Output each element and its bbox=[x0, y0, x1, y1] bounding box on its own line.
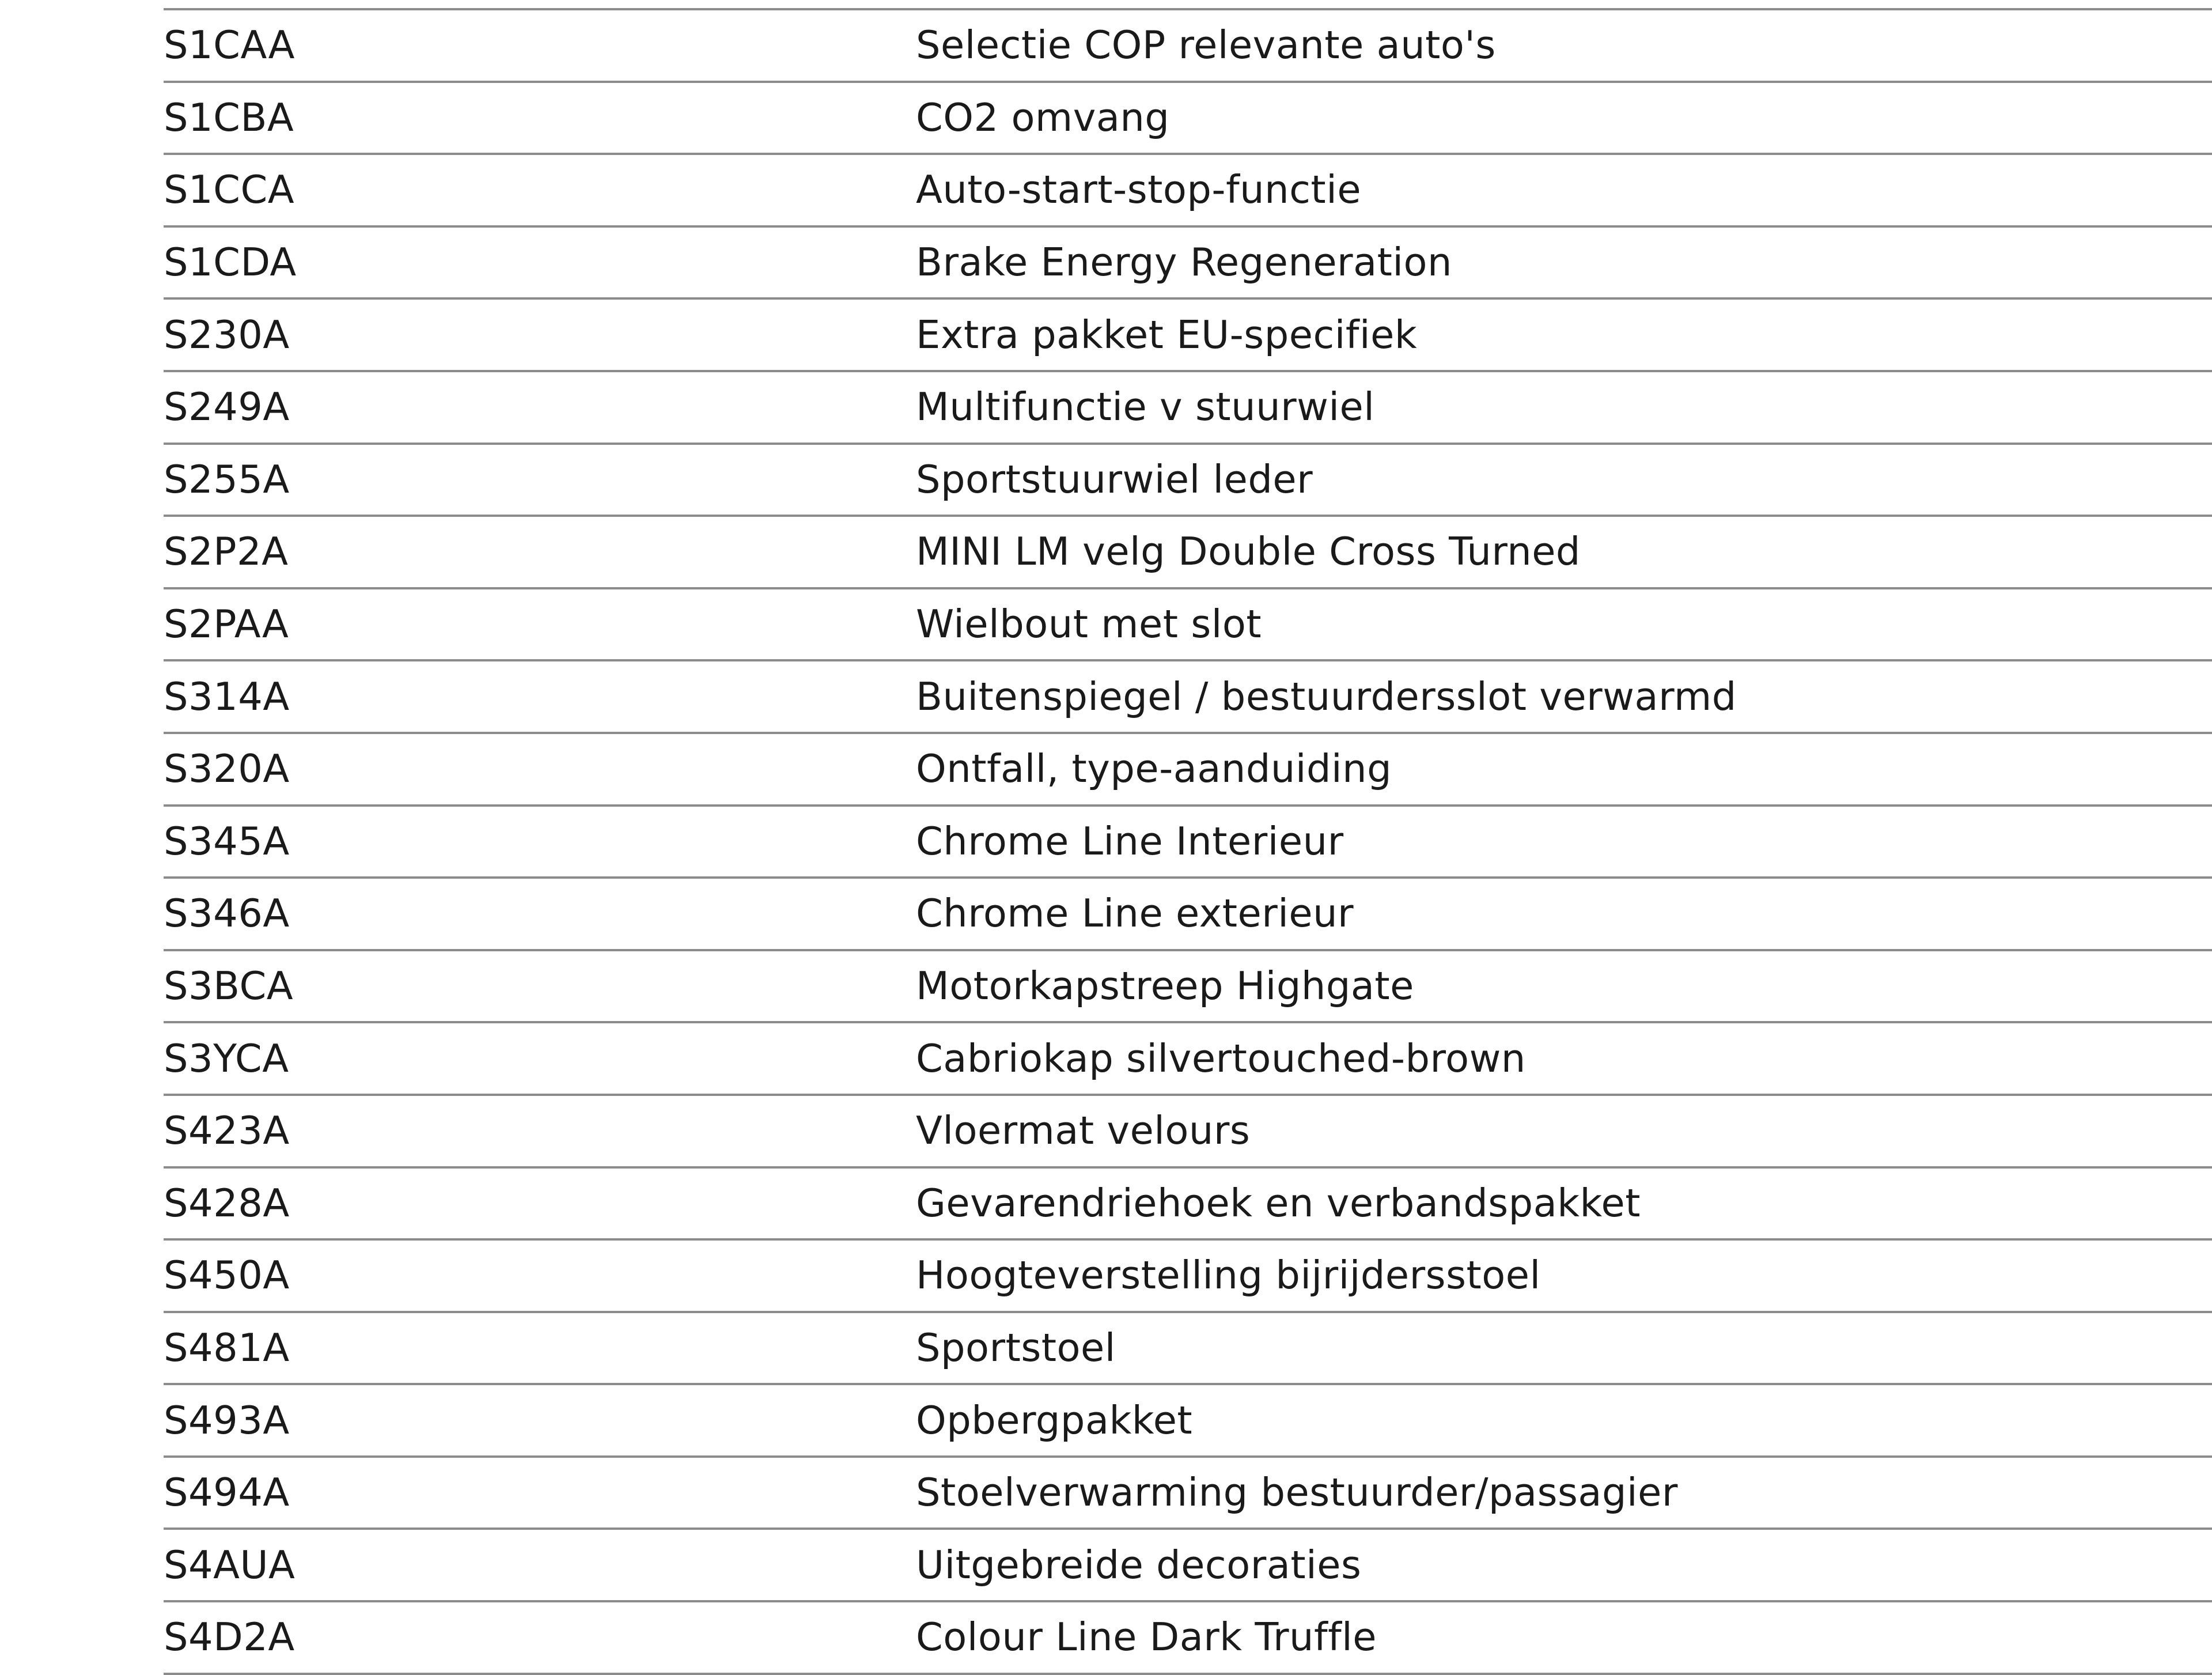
table-row bbox=[164, 155, 2212, 228]
table-row bbox=[164, 1385, 2212, 1458]
option-code: S493A bbox=[164, 1397, 290, 1443]
option-description: Uitgebreide decoraties bbox=[916, 1542, 1362, 1587]
table-row bbox=[164, 1530, 2212, 1602]
option-code: S1CBA bbox=[164, 94, 294, 140]
table-row bbox=[164, 10, 2212, 83]
option-description: Sportstoel bbox=[916, 1325, 1116, 1370]
options-table bbox=[164, 8, 2212, 1675]
option-code: S4D2A bbox=[164, 1614, 295, 1660]
option-description: Motorkapstreep Highgate bbox=[916, 963, 1414, 1009]
option-code: S2PAA bbox=[164, 602, 289, 647]
option-description: Auto-start-stop-functie bbox=[916, 167, 1362, 213]
table-row bbox=[164, 1602, 2212, 1675]
option-description: Wielbout met slot bbox=[916, 602, 1262, 647]
option-description: Sportstuurwiel leder bbox=[916, 456, 1313, 502]
table-row bbox=[164, 517, 2212, 589]
table-row bbox=[164, 879, 2212, 951]
table-row bbox=[164, 1458, 2212, 1530]
option-description: Opbergpakket bbox=[916, 1397, 1193, 1443]
option-code: S345A bbox=[164, 818, 290, 864]
option-code: S450A bbox=[164, 1253, 290, 1298]
option-code: S3YCA bbox=[164, 1035, 289, 1081]
table-row bbox=[164, 83, 2212, 156]
option-code: S1CAA bbox=[164, 22, 295, 68]
option-description: Chrome Line Interieur bbox=[916, 818, 1344, 864]
option-description: Gevarendriehoek en verbandspakket bbox=[916, 1180, 1641, 1226]
option-code: S1CCA bbox=[164, 167, 295, 213]
option-code: S1CDA bbox=[164, 240, 297, 285]
option-description: MINI LM velg Double Cross Turned bbox=[916, 529, 1581, 574]
option-code: S320A bbox=[164, 746, 290, 792]
table-row bbox=[164, 589, 2212, 662]
table-row bbox=[164, 1169, 2212, 1241]
table-row bbox=[164, 807, 2212, 879]
option-code: S4AUA bbox=[164, 1542, 296, 1587]
option-description: Brake Energy Regeneration bbox=[916, 240, 1453, 285]
option-description: Multifunctie v stuurwiel bbox=[916, 384, 1375, 430]
table-row bbox=[164, 734, 2212, 807]
option-code: S2P2A bbox=[164, 529, 289, 574]
table-row bbox=[164, 1023, 2212, 1096]
option-description: Colour Line Dark Truffle bbox=[916, 1614, 1377, 1660]
table-row bbox=[164, 661, 2212, 734]
option-description: Selectie COP relevante auto's bbox=[916, 22, 1496, 68]
table-row bbox=[164, 300, 2212, 372]
table-row bbox=[164, 228, 2212, 300]
option-description: Hoogteverstelling bijrijdersstoel bbox=[916, 1253, 1541, 1298]
option-code: S428A bbox=[164, 1180, 290, 1226]
option-description: Chrome Line exterieur bbox=[916, 891, 1354, 936]
option-code: S3BCA bbox=[164, 963, 294, 1009]
table-row bbox=[164, 1241, 2212, 1313]
option-code: S255A bbox=[164, 456, 290, 502]
option-description: CO2 omvang bbox=[916, 94, 1170, 140]
option-description: Ontfall, type-aanduiding bbox=[916, 746, 1392, 792]
option-code: S314A bbox=[164, 674, 290, 719]
table-row bbox=[164, 1096, 2212, 1169]
option-description: Extra pakket EU-specifiek bbox=[916, 312, 1418, 357]
option-code: S230A bbox=[164, 312, 290, 357]
option-description: Vloermat velours bbox=[916, 1108, 1251, 1154]
option-code: S423A bbox=[164, 1108, 290, 1154]
option-description: Buitenspiegel / bestuurdersslot verwarmd bbox=[916, 674, 1737, 719]
option-code: S481A bbox=[164, 1325, 290, 1370]
option-description: Stoelverwarming bestuurder/passagier bbox=[916, 1470, 1678, 1515]
option-description: Cabriokap silvertouched-brown bbox=[916, 1035, 1526, 1081]
option-code: S249A bbox=[164, 384, 290, 430]
option-code: S346A bbox=[164, 891, 290, 936]
table-row bbox=[164, 445, 2212, 517]
table-row bbox=[164, 1313, 2212, 1386]
option-code: S494A bbox=[164, 1470, 290, 1515]
table-row bbox=[164, 951, 2212, 1024]
table-row bbox=[164, 372, 2212, 445]
